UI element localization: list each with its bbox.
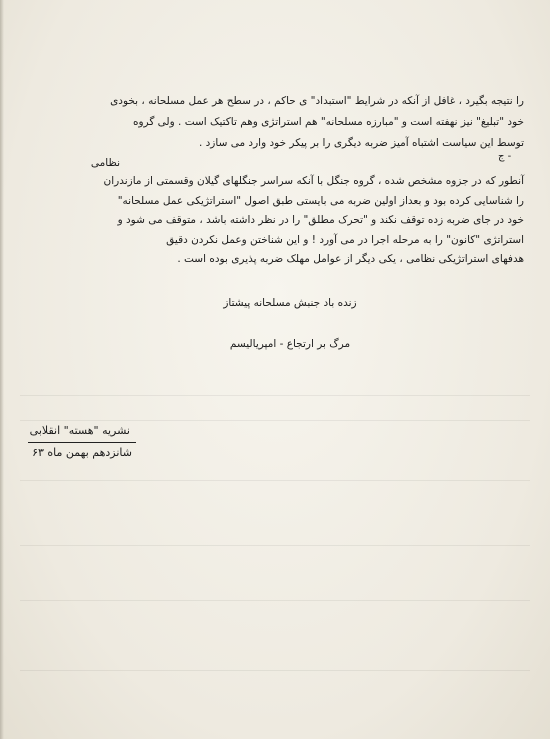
paragraph-line: توسط این سیاست اشتباه آمیز ضربه دیگری را بر پیکر خود وارد می سازد . [198,137,524,149]
bleed-through-line [20,670,530,671]
bleed-through-line [20,420,530,421]
paragraph-line: هدفهای استراتژیکی نظامی ، یکی دیگر از عوامل مهلک ضربه پذیری بوده است . [177,253,524,265]
bleed-through-line [20,395,530,396]
page-edge-shadow [0,0,4,739]
paragraph-line: خود "تبلیغ" نیز نهفته است و "مبارزه مسلحانه" هم استراتژی وهم تاکتیک است . ولی گروه [132,116,524,128]
paragraph-line: را نتیجه بگیرد ، غافل از آنکه در شرایط "استبداد" ی حاکم ، در سطح هر عمل مسلحانه ، بخودی [110,95,524,107]
paragraph-line: خود در جای ضربه زده توقف نکند و "تحرک مطلق" را در نظر داشته باشد ، متوقف می شود و [117,214,524,226]
signature-underline [28,442,136,443]
bleed-through-line [20,545,530,546]
paragraph-line: آنطور که در جزوه مشخص شده ، گروه جنگل با آنکه سراسر جنگلهای گیلان وقسمتی از مازندران [103,175,524,187]
paragraph-line: را شناسایی کرده بود و بعداز اولین ضربه می بایستی طبق اصول "استراتژیکی عمل مسلحانه" [117,195,524,207]
paragraph-line: استراتژی "کانون" را به مرحله اجرا در می آورد ! و این شناختن وعمل نکردن دقیق [166,234,524,246]
section-marker: ج - [498,151,512,162]
bleed-through-line [20,480,530,481]
slogan-line-2: مرگ بر ارتجاع - امپریالیسم [229,338,351,350]
section-title: نظامی [90,157,120,169]
bleed-through-line [20,600,530,601]
date-line: شانزدهم بهمن ماه ۶۳ [32,446,132,459]
slogan-line-1: زنده باد جنبش مسلحانه پیشتاز [223,297,357,309]
publisher-name: نشریه "هسته" انقلابی [29,424,130,437]
